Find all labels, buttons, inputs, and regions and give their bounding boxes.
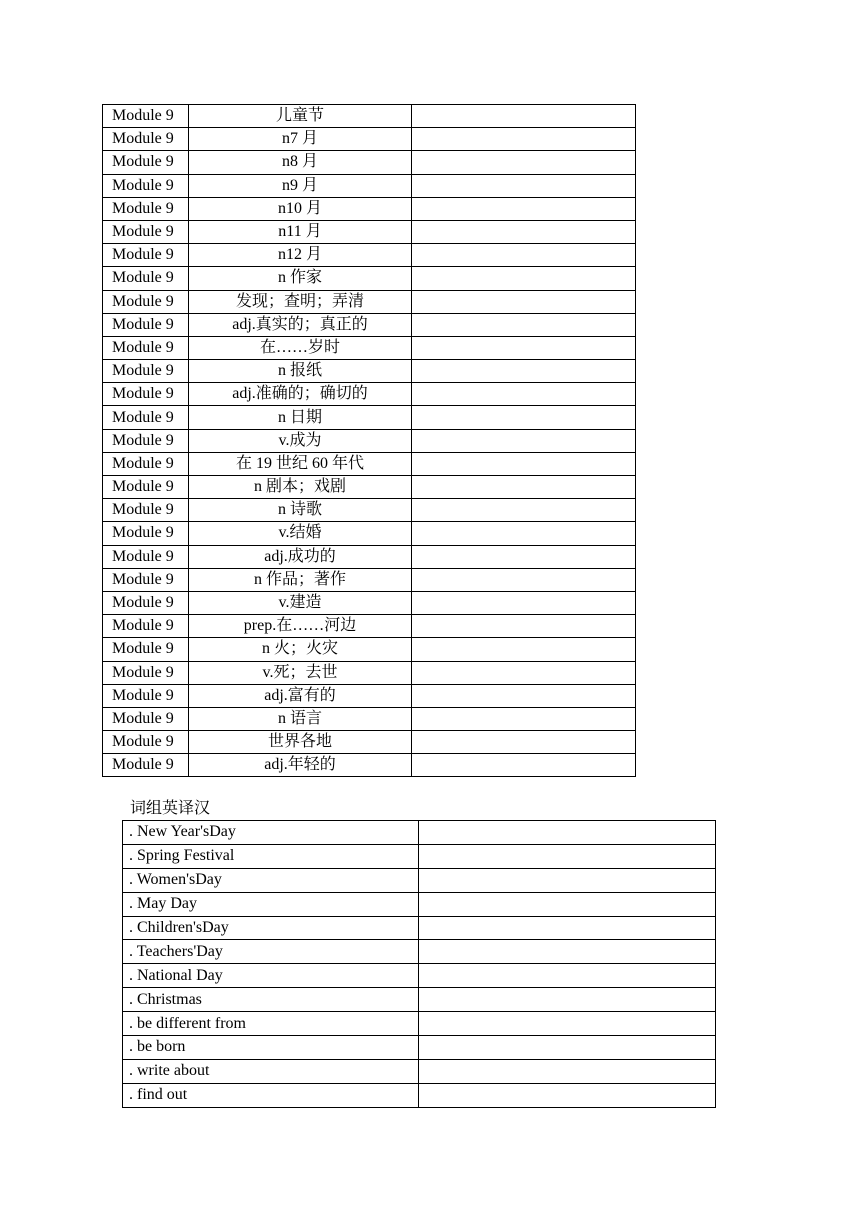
vocab-answer-cell[interactable]: [412, 336, 636, 359]
vocab-answer-cell[interactable]: [412, 220, 636, 243]
phrase-row: [123, 821, 716, 845]
phrase-answer-cell[interactable]: [419, 916, 716, 940]
vocab-meaning-cell: n12 月: [189, 244, 412, 267]
phrase-row: [123, 1036, 716, 1060]
vocab-meaning-cell: n10 月: [189, 197, 412, 220]
phrase-english-cell: . Christmas: [123, 988, 419, 1012]
vocab-module-cell: Module 9: [103, 591, 189, 614]
vocab-meaning-cell: 发现；查明；弄清: [189, 290, 412, 313]
vocab-module-cell: Module 9: [103, 336, 189, 359]
vocab-meaning-cell: n9 月: [189, 174, 412, 197]
vocab-module-cell: Module 9: [103, 661, 189, 684]
phrase-row: [123, 1083, 716, 1107]
vocab-answer-cell[interactable]: [412, 731, 636, 754]
vocab-row: [103, 244, 636, 267]
phrase-row: [123, 868, 716, 892]
vocab-row: [103, 591, 636, 614]
vocab-answer-cell[interactable]: [412, 406, 636, 429]
vocab-answer-cell[interactable]: [412, 499, 636, 522]
vocab-meaning-cell: n 火；火灾: [189, 638, 412, 661]
vocab-answer-cell[interactable]: [412, 452, 636, 475]
vocabulary-table: [102, 104, 636, 777]
vocab-module-cell: Module 9: [103, 151, 189, 174]
vocab-answer-cell[interactable]: [412, 545, 636, 568]
vocab-module-cell: Module 9: [103, 128, 189, 151]
vocab-module-cell: Module 9: [103, 476, 189, 499]
vocab-meaning-cell: adj.富有的: [189, 684, 412, 707]
phrase-section-title: 词组英译汉: [130, 800, 211, 817]
vocab-row: [103, 220, 636, 243]
vocab-module-cell: Module 9: [103, 244, 189, 267]
vocab-module-cell: Module 9: [103, 638, 189, 661]
phrase-english-cell: . Teachers'Day: [123, 940, 419, 964]
phrase-answer-cell[interactable]: [419, 844, 716, 868]
vocab-meaning-cell: n11 月: [189, 220, 412, 243]
phrase-row: [123, 1012, 716, 1036]
vocab-answer-cell[interactable]: [412, 313, 636, 336]
vocab-meaning-cell: n 语言: [189, 707, 412, 730]
phrase-row: [123, 940, 716, 964]
vocab-answer-cell[interactable]: [412, 591, 636, 614]
vocab-module-cell: Module 9: [103, 499, 189, 522]
vocab-row: [103, 522, 636, 545]
vocab-module-cell: Module 9: [103, 615, 189, 638]
vocab-row: [103, 197, 636, 220]
vocab-module-cell: Module 9: [103, 267, 189, 290]
vocab-meaning-cell: n 报纸: [189, 360, 412, 383]
vocab-meaning-cell: prep.在……河边: [189, 615, 412, 638]
vocab-row: [103, 545, 636, 568]
vocab-module-cell: Module 9: [103, 290, 189, 313]
vocab-row: [103, 336, 636, 359]
phrase-answer-cell[interactable]: [419, 988, 716, 1012]
vocab-answer-cell[interactable]: [412, 707, 636, 730]
phrase-english-cell: . Women'sDay: [123, 868, 419, 892]
vocab-answer-cell[interactable]: [412, 128, 636, 151]
vocab-meaning-cell: n 剧本；戏剧: [189, 476, 412, 499]
phrase-english-cell: . be born: [123, 1036, 419, 1060]
vocab-answer-cell[interactable]: [412, 197, 636, 220]
vocab-row: [103, 707, 636, 730]
vocab-answer-cell[interactable]: [412, 244, 636, 267]
vocab-answer-cell[interactable]: [412, 174, 636, 197]
vocab-row: [103, 754, 636, 777]
vocab-module-cell: Module 9: [103, 754, 189, 777]
phrase-answer-cell[interactable]: [419, 868, 716, 892]
phrase-answer-cell[interactable]: [419, 892, 716, 916]
phrase-answer-cell[interactable]: [419, 964, 716, 988]
vocab-meaning-cell: v.结婚: [189, 522, 412, 545]
vocab-module-cell: Module 9: [103, 684, 189, 707]
vocab-module-cell: Module 9: [103, 707, 189, 730]
vocab-row: [103, 267, 636, 290]
phrase-answer-cell[interactable]: [419, 1036, 716, 1060]
vocab-meaning-cell: n7 月: [189, 128, 412, 151]
vocab-answer-cell[interactable]: [412, 429, 636, 452]
vocab-module-cell: Module 9: [103, 522, 189, 545]
vocab-answer-cell[interactable]: [412, 476, 636, 499]
vocab-meaning-cell: 儿童节: [189, 105, 412, 128]
phrase-answer-cell[interactable]: [419, 1083, 716, 1107]
vocab-row: [103, 476, 636, 499]
vocab-module-cell: Module 9: [103, 174, 189, 197]
vocab-meaning-cell: 世界各地: [189, 731, 412, 754]
phrase-row: [123, 988, 716, 1012]
vocab-answer-cell[interactable]: [412, 290, 636, 313]
vocab-meaning-cell: 在 19 世纪 60 年代: [189, 452, 412, 475]
vocab-meaning-cell: v.死；去世: [189, 661, 412, 684]
phrase-english-cell: . May Day: [123, 892, 419, 916]
vocab-module-cell: Module 9: [103, 429, 189, 452]
vocab-module-cell: Module 9: [103, 360, 189, 383]
vocab-module-cell: Module 9: [103, 383, 189, 406]
vocab-module-cell: Module 9: [103, 105, 189, 128]
vocab-meaning-cell: 在……岁时: [189, 336, 412, 359]
vocab-module-cell: Module 9: [103, 568, 189, 591]
phrase-row: [123, 844, 716, 868]
vocab-row: [103, 615, 636, 638]
phrase-table: [122, 820, 716, 1108]
vocab-answer-cell[interactable]: [412, 638, 636, 661]
vocab-meaning-cell: n 诗歌: [189, 499, 412, 522]
vocab-meaning-cell: adj.成功的: [189, 545, 412, 568]
phrase-row: [123, 892, 716, 916]
vocab-answer-cell[interactable]: [412, 151, 636, 174]
phrase-english-cell: . Spring Festival: [123, 844, 419, 868]
vocab-answer-cell[interactable]: [412, 522, 636, 545]
vocab-row: [103, 360, 636, 383]
vocab-meaning-cell: v.成为: [189, 429, 412, 452]
vocab-meaning-cell: n 作品；著作: [189, 568, 412, 591]
vocab-module-cell: Module 9: [103, 220, 189, 243]
vocab-row: [103, 684, 636, 707]
vocab-answer-cell[interactable]: [412, 105, 636, 128]
vocab-row: [103, 151, 636, 174]
phrase-english-cell: . write about: [123, 1059, 419, 1083]
phrase-answer-cell[interactable]: [419, 940, 716, 964]
vocabulary-table-body: [103, 105, 636, 777]
vocab-row: [103, 638, 636, 661]
phrase-answer-cell[interactable]: [419, 1059, 716, 1083]
vocab-answer-cell[interactable]: [412, 267, 636, 290]
vocab-row: [103, 174, 636, 197]
vocab-row: [103, 429, 636, 452]
vocab-meaning-cell: n 日期: [189, 406, 412, 429]
vocab-module-cell: Module 9: [103, 197, 189, 220]
vocab-answer-cell[interactable]: [412, 568, 636, 591]
vocab-row: [103, 290, 636, 313]
vocab-meaning-cell: adj.年轻的: [189, 754, 412, 777]
phrase-english-cell: . New Year'sDay: [123, 821, 419, 845]
vocab-meaning-cell: v.建造: [189, 591, 412, 614]
phrase-answer-cell[interactable]: [419, 1012, 716, 1036]
vocab-answer-cell[interactable]: [412, 754, 636, 777]
phrase-english-cell: . Children'sDay: [123, 916, 419, 940]
phrase-row: [123, 964, 716, 988]
vocab-row: [103, 105, 636, 128]
vocab-answer-cell[interactable]: [412, 615, 636, 638]
vocab-row: [103, 499, 636, 522]
vocab-meaning-cell: n 作家: [189, 267, 412, 290]
phrase-row: [123, 1059, 716, 1083]
vocab-module-cell: Module 9: [103, 452, 189, 475]
vocab-row: [103, 731, 636, 754]
phrase-table-body: [123, 821, 716, 1108]
vocab-row: [103, 568, 636, 591]
vocab-meaning-cell: adj.真实的；真正的: [189, 313, 412, 336]
vocab-module-cell: Module 9: [103, 545, 189, 568]
phrase-english-cell: . National Day: [123, 964, 419, 988]
phrase-english-cell: . find out: [123, 1083, 419, 1107]
vocab-module-cell: Module 9: [103, 313, 189, 336]
vocab-module-cell: Module 9: [103, 406, 189, 429]
vocab-row: [103, 661, 636, 684]
vocab-meaning-cell: n8 月: [189, 151, 412, 174]
vocab-row: [103, 313, 636, 336]
vocab-module-cell: Module 9: [103, 731, 189, 754]
phrase-english-cell: . be different from: [123, 1012, 419, 1036]
vocab-row: [103, 452, 636, 475]
vocab-answer-cell[interactable]: [412, 383, 636, 406]
vocab-answer-cell[interactable]: [412, 661, 636, 684]
phrase-answer-cell[interactable]: [419, 821, 716, 845]
vocab-meaning-cell: adj.准确的；确切的: [189, 383, 412, 406]
vocab-row: [103, 406, 636, 429]
vocab-row: [103, 128, 636, 151]
vocab-answer-cell[interactable]: [412, 360, 636, 383]
vocab-row: [103, 383, 636, 406]
vocab-answer-cell[interactable]: [412, 684, 636, 707]
phrase-row: [123, 916, 716, 940]
